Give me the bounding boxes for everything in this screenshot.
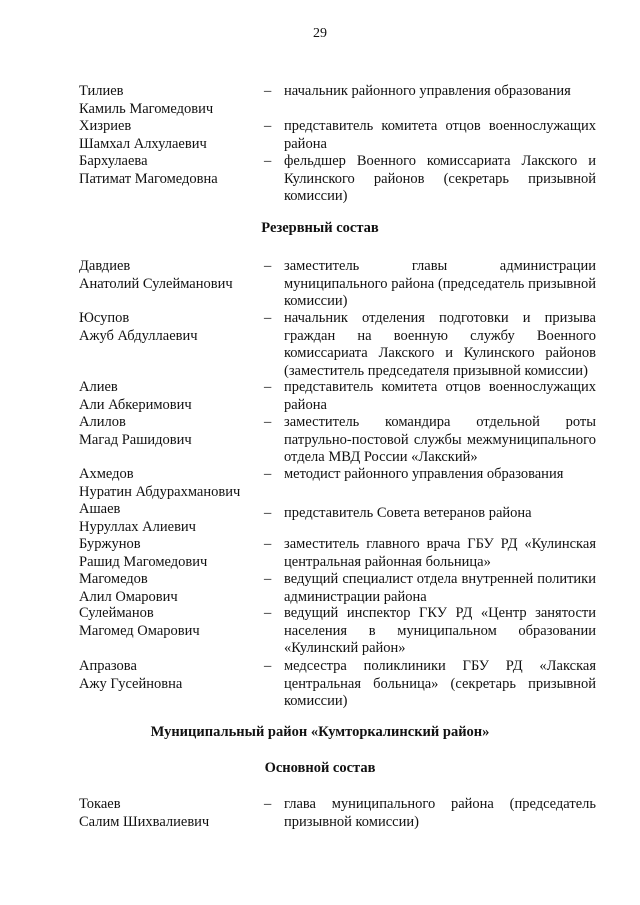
member-name: Магомедов Алил Омарович (79, 571, 178, 605)
section-heading-main: Основной состав (264, 760, 376, 776)
member-name: Тилиев Камиль Магомедович (79, 83, 214, 117)
dash: – (264, 505, 272, 521)
member-role: глава муниципального района (председатель призывной комиссии) (284, 796, 596, 830)
member-role: представитель Совета ветеранов района (284, 505, 532, 521)
member-name: Ашаев Нуруллах Алиевич (79, 501, 196, 535)
member-role: представитель комитета отцов военнослужащих района (284, 379, 596, 413)
member-role: ведущий инспектор ГКУ РД «Центр занятости населения в муниципальном образовании «Кулинский район» (284, 605, 596, 656)
member-role: представитель комитета отцов военнослужащих района (284, 118, 596, 152)
member-name: Токаев Салим Шихвалиевич (79, 796, 210, 830)
member-name: Бархулаева Патимат Магомедовна (79, 153, 218, 187)
member-name: Юсупов Ажуб Абдуллаевич (79, 310, 198, 344)
dash: – (264, 466, 272, 482)
dash: – (264, 153, 272, 169)
dash: – (264, 414, 272, 430)
member-name: Сулейманов Магомед Омарович (79, 605, 200, 639)
dash: – (264, 536, 272, 552)
member-role: медсестра поликлиники ГБУ РД «Лакская центральная больница» (секретарь призывной комиссии) (284, 658, 596, 709)
dash: – (264, 258, 272, 274)
dash: – (264, 83, 272, 99)
page-number: 29 (313, 26, 327, 41)
dash: – (264, 658, 272, 674)
member-name: Алилов Магад Рашидович (79, 414, 192, 448)
member-name: Хизриев Шамхал Алхулаевич (79, 118, 207, 152)
dash: – (264, 571, 272, 587)
member-role: ведущий специалист отдела внутренней политики администрации района (284, 571, 596, 605)
dash: – (264, 379, 272, 395)
district-heading: Муниципальный район «Кумторкалинский район» (150, 724, 490, 740)
dash: – (264, 605, 272, 621)
member-role: заместитель главного врача ГБУ РД «Кулинская центральная районная больница» (284, 536, 596, 570)
member-role: заместитель главы администрации муниципального района (председатель призывной комиссии) (284, 258, 596, 309)
member-name: Ахмедов Нуратин Абдурахманович (79, 466, 241, 500)
member-name: Давдиев Анатолий Сулейманович (79, 258, 233, 292)
member-role: методист районного управления образования (284, 466, 564, 482)
dash: – (264, 118, 272, 134)
dash: – (264, 796, 272, 812)
member-name: Буржунов Рашид Магомедович (79, 536, 208, 570)
section-heading-reserve: Резервный состав (261, 220, 379, 236)
member-name: Апразова Ажу Гусейновна (79, 658, 183, 692)
dash: – (264, 310, 272, 326)
member-role: начальник отделения подготовки и призыва граждан на военную службу Военного комиссариата Лакского и Кулинского районов (заместитель председателя призывной комиссии) (284, 310, 596, 379)
member-role: начальник районного управления образования (284, 83, 571, 99)
member-name: Алиев Али Абкеримович (79, 379, 192, 413)
member-role: заместитель командира отдельной роты патрульно-постовой службы межмуниципального отдела МВД России «Лакский» (284, 414, 596, 465)
member-role: фельдшер Военного комиссариата Лакского и Кулинского районов (секретарь призывной комиссии) (284, 153, 596, 204)
